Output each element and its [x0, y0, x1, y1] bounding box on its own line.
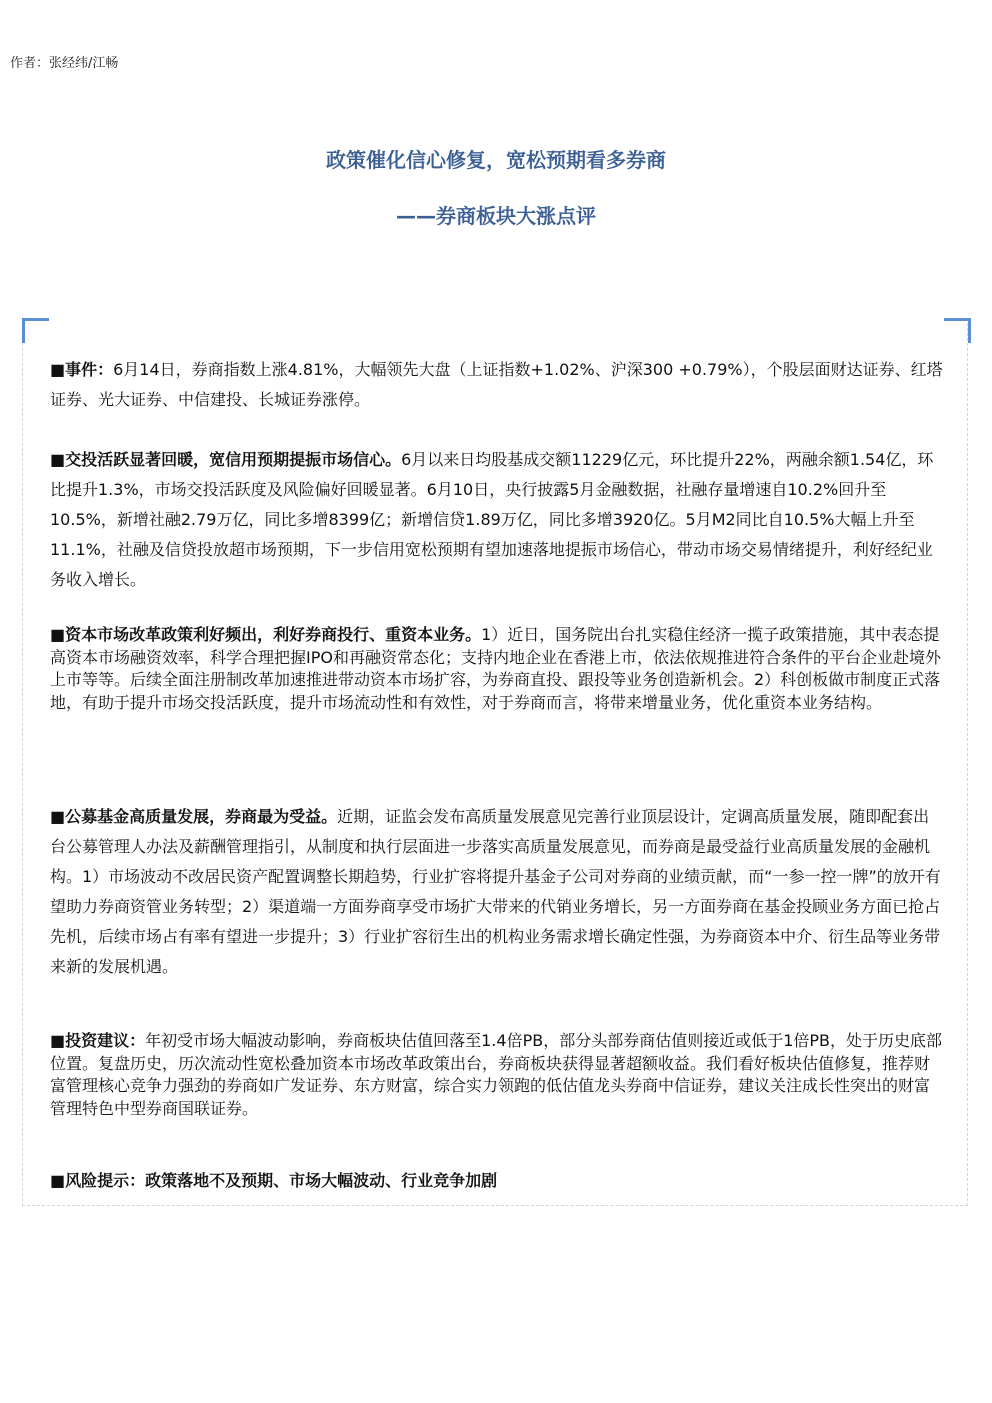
paragraph-trading-activity	[50, 445, 943, 595]
paragraph-body: 近期，证监会发布高质量发展意见完善行业顶层设计，定调高质量发展，随即配套出台公募管理人办法及薪酬管理指引，从制度和执行层面进一步落实高质量发展意见，而券商是最受益行业高质量发展的金融机构。1）市场波动不改居民资产配置调整长期趋势，行业扩容将提升基金子公司对券商的业绩贡献，而“一参一控一牌”的放开有望助力券商资管业务转型；2）渠道端一方面券商享受市场扩大带来的代销业务增长，另一方面券商在基金投顾业务方面已抢占先机，后续市场占有率有望进一步提升；3）行业扩容衍生出的机构业务需求增长确定性强，为券商资本中介、衍生品等业务带来新的发展机遇。	[50, 807, 941, 976]
paragraph-investment-advice	[50, 1030, 943, 1120]
paragraph-lead: ■投资建议：	[50, 1031, 146, 1050]
frame-corner-right	[944, 318, 971, 343]
report-title: 政策催化信心修复，宽松预期看多券商	[326, 148, 666, 172]
paragraph-lead: ■事件：	[50, 360, 114, 379]
paragraph-event	[50, 355, 943, 415]
paragraph-risk-warning	[50, 1170, 943, 1193]
author-line: 作者：张经纬/江畅	[10, 56, 119, 71]
paragraph-mutual-funds	[50, 802, 943, 982]
paragraph-body: 6月以来日均股基成交额11229亿元，环比提升22%，两融余额1.54亿，环比提升1.3%，市场交投活跃度及风险偏好回暖显著。6月10日，央行披露5月金融数据，社融存量增速自10.2%回升至10.5%，新增社融2.79万亿，同比多增8399亿；新增信贷1.89万亿，同比多增3920亿。5月M2同比自10.5%大幅上升至11.1%，社融及信贷投放超市场预期，下一步信用宽松预期有望加速落地提振市场信心，带动市场交易情绪提升，利好经纪业务收入增长。	[50, 450, 934, 589]
paragraph-lead: ■公募基金高质量发展，券商最为受益。	[50, 807, 338, 826]
paragraph-lead: ■资本市场改革政策利好频出，利好券商投行、重资本业务。	[50, 625, 482, 644]
paragraph-lead: ■交投活跃显著回暖，宽信用预期提振市场信心。	[50, 450, 402, 469]
paragraph-body: 1）近日，国务院出台扎实稳住经济一揽子政策措施，其中表态提高资本市场融资效率，科学合理把握IPO和再融资常态化；支持内地企业在香港上市，依法依规推进符合条件的平台企业赴境外上市等等。后续全面注册制改革加速推进带动资本市场扩容，为券商直投、跟投等业务创造新机会。2）科创板做市制度正式落地，有助于提升市场交投活跃度，提升市场流动性和有效性，对于券商而言，将带来增量业务，优化重资本业务结构。	[50, 625, 941, 712]
paragraph-lead: ■风险提示：政策落地不及预期、市场大幅波动、行业竞争加剧	[50, 1171, 498, 1190]
paragraph-body: 6月14日，券商指数上涨4.81%，大幅领先大盘（上证指数+1.02%、沪深300 +0.79%），个股层面财达证券、红塔证券、光大证券、中信建投、长城证券涨停。	[50, 360, 943, 409]
report-subtitle: ——券商板块大涨点评	[396, 204, 596, 228]
paragraph-body: 年初受市场大幅波动影响，券商板块估值回落至1.4倍PB，部分头部券商估值则接近或低于1倍PB，处于历史底部位置。复盘历史，历次流动性宽松叠加资本市场改革政策出台，券商板块获得显著超额收益。我们看好板块估值修复，推荐财富管理核心竞争力强劲的券商如广发证券、东方财富，综合实力领跑的低估值龙头券商中信证券，建议关注成长性突出的财富管理特色中型券商国联证券。	[50, 1031, 943, 1118]
paragraph-capital-market-reform	[50, 624, 943, 714]
frame-corner-left	[22, 318, 49, 343]
